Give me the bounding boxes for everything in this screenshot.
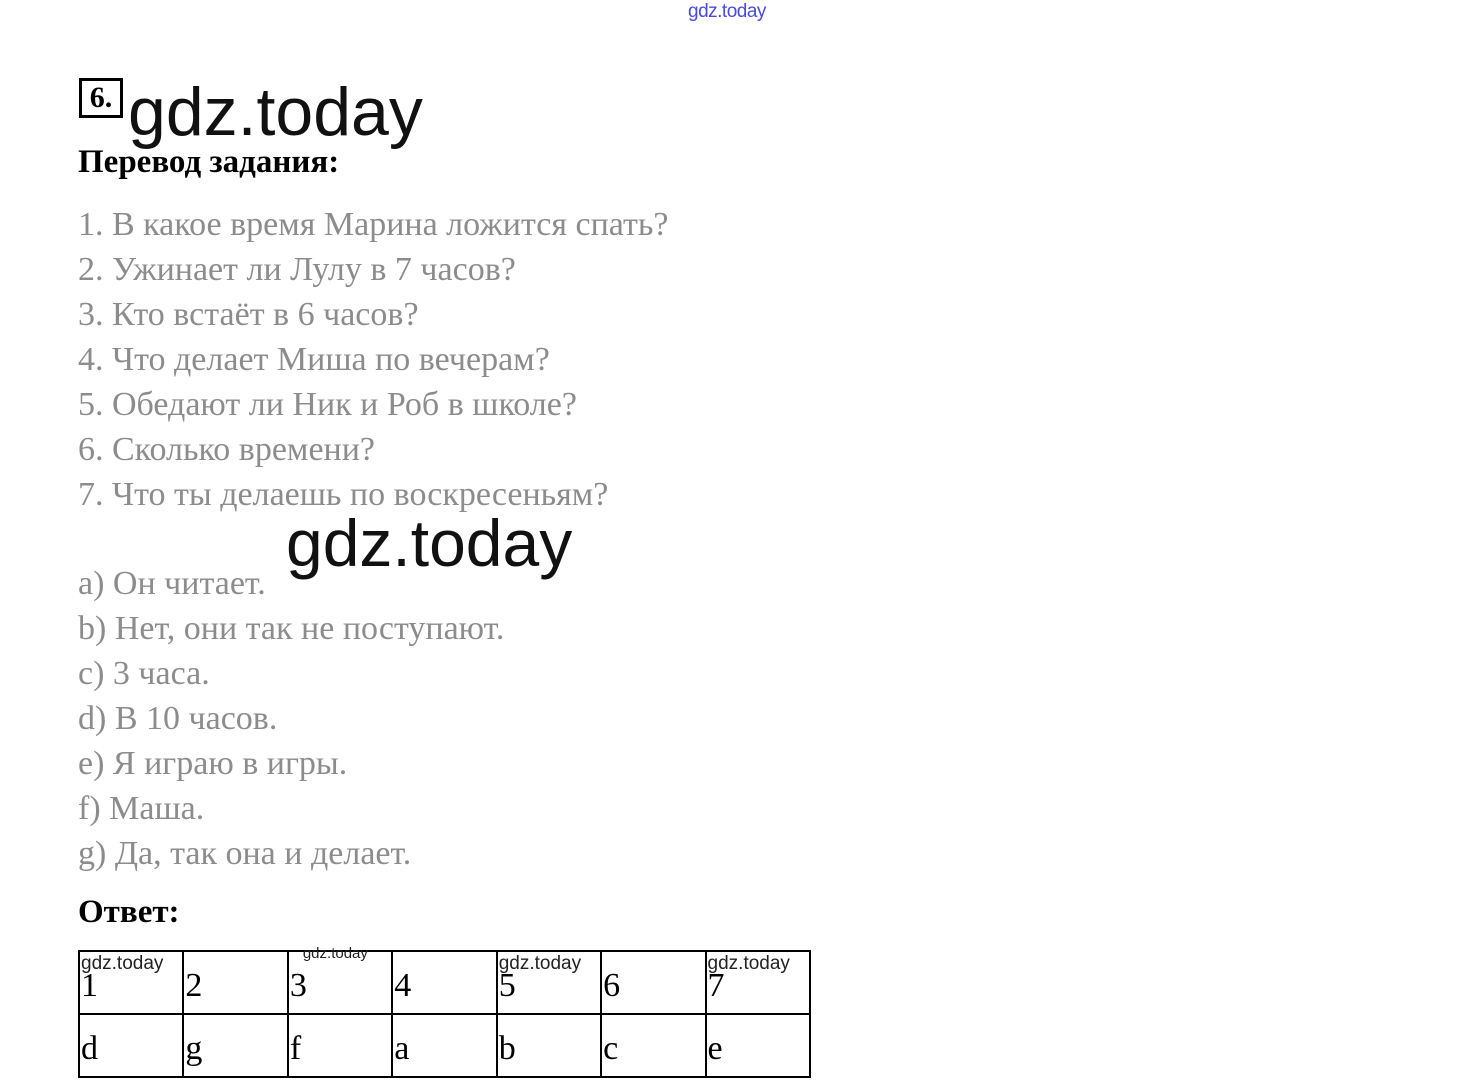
cell-number-text: 6	[603, 967, 621, 1004]
question-item: 3. Кто встаёт в 6 часов?	[78, 296, 419, 333]
table-cell-number	[392, 951, 496, 1014]
question-item: 1. В какое время Марина ложится спать?	[78, 206, 669, 243]
table-cell-number	[183, 951, 287, 1014]
watermark-top: gdz.today	[688, 1, 766, 22]
translation-heading: Перевод задания:	[78, 144, 340, 180]
answer-option-item: a) Он читает.	[78, 565, 266, 602]
table-cell-letter: e	[706, 1014, 810, 1077]
table-cell-letter: f	[288, 1014, 392, 1077]
watermark-large-middle: gdz.today	[286, 506, 573, 580]
table-cell-letter: d	[79, 1014, 183, 1077]
answer-option-list	[78, 561, 504, 876]
table-cell-number	[288, 945, 392, 1014]
table-cell-letter: a	[392, 1014, 496, 1077]
table-row-numbers	[79, 951, 810, 1014]
table-cell-letter: b	[497, 1014, 601, 1077]
table-cell-number	[79, 951, 183, 1014]
table-cell-number	[706, 951, 810, 1014]
task-number: 6.	[79, 78, 123, 118]
table-cell-letter: g	[183, 1014, 287, 1077]
answer-option-item: d) В 10 часов.	[78, 700, 278, 737]
answer-option-item: b) Нет, они так не поступают.	[78, 610, 505, 647]
answer-option-item: f) Маша.	[78, 790, 205, 827]
table-cell-letter: c	[601, 1014, 705, 1077]
cell-watermark: gdz.today	[707, 953, 790, 974]
cell-number-text: 1	[81, 967, 98, 1004]
question-item: 6. Сколько времени?	[78, 431, 376, 468]
cell-number-text: 2	[185, 967, 203, 1004]
question-item: 5. Обедают ли Ник и Роб в школе?	[78, 386, 577, 423]
table-cell-number	[601, 951, 705, 1014]
watermark-large-header: gdz.today	[128, 74, 423, 150]
cell-watermark: gdz.today	[81, 953, 164, 974]
answer-option-item: c) 3 часа.	[78, 655, 210, 692]
cell-number-text: 7	[707, 967, 725, 1004]
cell-number-text: 5	[498, 967, 516, 1004]
cell-number-text: 4	[394, 967, 412, 1004]
question-item: 2. Ужинает ли Лулу в 7 часов?	[78, 251, 516, 288]
answer-option-item: e) Я играю в игры.	[78, 745, 348, 782]
question-list	[78, 202, 668, 517]
answer-table	[78, 945, 811, 1078]
question-item: 7. Что ты делаешь по воскресеньям?	[78, 476, 609, 513]
cell-number-text: 3	[289, 967, 307, 1004]
question-item: 4. Что делает Миша по вечерам?	[78, 341, 550, 378]
cell-watermark: gdz.today	[302, 945, 368, 962]
answer-heading: Ответ:	[78, 894, 180, 930]
cell-watermark: gdz.today	[498, 953, 582, 974]
table-cell-number	[497, 951, 601, 1014]
answer-option-item: g) Да, так она и делает.	[78, 835, 412, 872]
table-row-letters	[79, 1014, 810, 1077]
